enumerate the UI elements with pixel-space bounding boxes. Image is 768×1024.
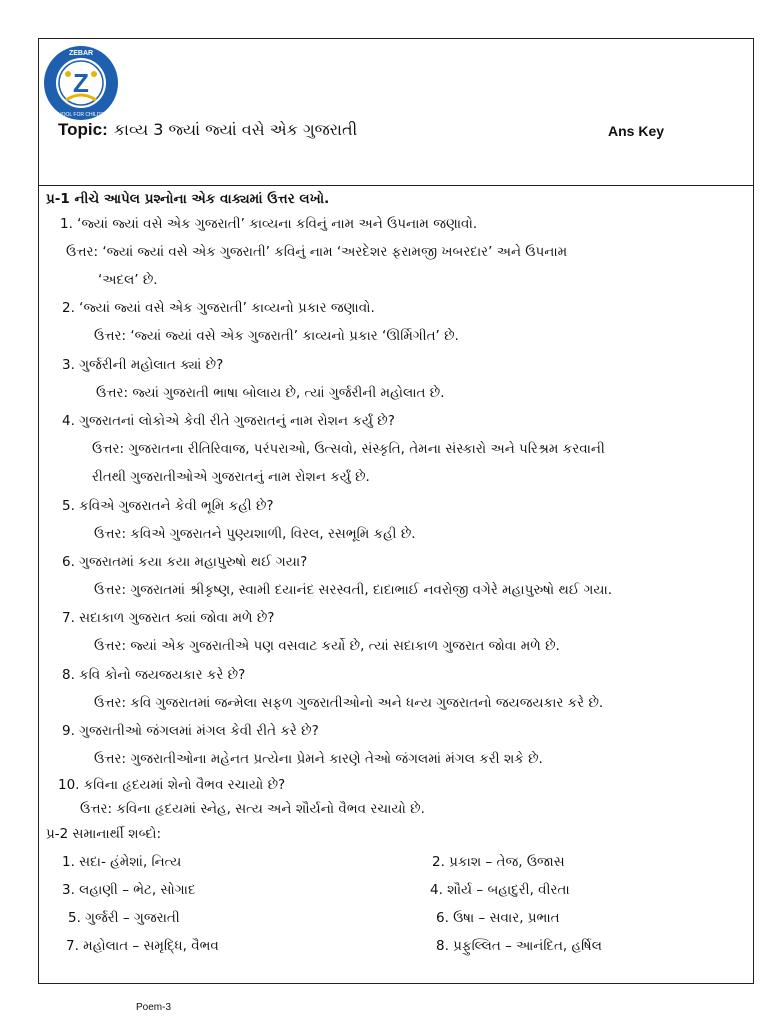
answer-5: ઉત્તર: કવિએ ગુજરાતને પુણ્યશાળી, વિરલ, રસભૂમિ કહી છે. — [94, 526, 416, 542]
topic-text: કાવ્ય 3 જ્યાં જ્યાં વસે એક ગુજરાતી — [113, 120, 358, 139]
logo-top-text: ZEBAR — [68, 50, 94, 57]
question-9: 9. ગુજરાતીઓ જંગલમાં મંગલ કેવી રીતે કરે છે? — [62, 723, 319, 739]
synonym-7: 7. મહોલાત – સમૃદ્ધિ, વૈભવ — [66, 938, 219, 954]
answer-6: ઉત્તર: ગુજરાતમાં શ્રીકૃષ્ણ, સ્વામી દયાનંદ સરસ્વતી, દાદાભાઈ નવરોજી વગેરે મહાપુરુષો થઈ ગયા. — [94, 582, 613, 598]
svg-text:Z: Z — [73, 68, 89, 98]
question-1: 1. ‘જ્યાં જ્યાં વસે એક ગુજરાતી’ કાવ્યના કવિનું નામ અને ઉપનામ જણાવો. — [60, 216, 478, 232]
answer-2: ઉત્તર: ‘જ્યાં જ્યાં વસે એક ગુજરાતી’ કાવ્યનો પ્રકાર ‘ઊર્મિગીત’ છે. — [94, 328, 459, 344]
synonym-4: 4. શૌર્ય – બહાદુરી, વીરતા — [430, 882, 570, 898]
question-2: 2. ‘જ્યાં જ્યાં વસે એક ગુજરાતી’ કાવ્યનો પ્રકાર જણાવો. — [62, 300, 375, 316]
synonym-8: 8. પ્રફુલ્લિત – આનંદિત, હર્ષિલ — [436, 938, 602, 954]
question-3: 3. ગુર્જરીની મહોલાત ક્યાં છે? — [62, 357, 224, 373]
synonym-1: 1. સદા- હંમેશાં, નિત્ય — [62, 854, 182, 870]
question-6: 6. ગુજરાતમાં કયા કયા મહાપુરુષો થઈ ગયા? — [62, 554, 308, 570]
question-5: 5. કવિએ ગુજરાતને કેવી ભૂમિ કહી છે? — [62, 498, 274, 514]
answer-4-line1: ઉત્તર: ગુજરાતના રીતિરિવાજ, પરંપરાઓ, ઉત્સવો, સંસ્કૃતિ, તેમના સંસ્કારો અને પરિશ્રમ કરવાની — [92, 441, 605, 457]
answer-1-line1: ઉત્તર: ‘જ્યાં જ્યાં વસે એક ગુજરાતી’ કવિનું નામ ‘અરદેશર ફરામજી ખબરદાર’ અને ઉપનામ — [66, 244, 568, 260]
answer-10: ઉત્તર: કવિના હૃદયમાં સ્નેહ, સત્ય અને શૌર્યનો વૈભવ રચાયો છે. — [80, 801, 425, 817]
question-7: 7. સદાકાળ ગુજરાત ક્યાં જોવા મળે છે? — [62, 610, 275, 626]
answer-8: ઉત્તર: કવિ ગુજરાતમાં જન્મેલા સફળ ગુજરાતીઓનો અને ધન્ય ગુજરાતનો જયજયકાર કરે છે. — [94, 695, 604, 711]
ans-key-label: Ans Key — [608, 123, 665, 139]
synonym-2: 2. પ્રકાશ – તેજ, ઉજાસ — [432, 854, 565, 870]
topic-heading — [58, 120, 357, 140]
synonym-3: 3. લહાણી – ભેટ, સોગાદ — [62, 882, 196, 898]
answer-3: ઉત્તર: જ્યાં ગુજરાતી ભાષા બોલાય છે, ત્યાં ગુર્જરીની મહોલાત છે. — [96, 385, 445, 401]
synonym-5: 5. ગુર્જરી – ગુજરાતી — [68, 910, 180, 926]
topic-label: Topic: — [58, 120, 108, 139]
question-8: 8. કવિ કોનો જયજયકાર કરે છે? — [62, 667, 246, 683]
answer-1-line2: ‘અદલ’ છે. — [98, 272, 158, 288]
header-box — [38, 38, 754, 186]
question-4: 4. ગુજરાતનાં લોકોએ કેવી રીતે ગુજરાતનું નામ રોશન કર્યું છે? — [62, 413, 395, 429]
footer-label: Poem-3 — [136, 1002, 172, 1013]
school-logo — [42, 44, 120, 122]
section2-title: પ્ર-2 સમાનાર્થી શબ્દો: — [46, 826, 162, 842]
answer-4-line2: રીતથી ગુજરાતીઓએ ગુજરાતનું નામ રોશન કર્યું છે. — [92, 469, 370, 485]
question-10: 10. કવિના હૃદયમાં શેનો વૈભવ રચાયો છે? — [58, 777, 286, 793]
section1-title: પ્ર-1 નીચે આપેલ પ્રશ્નોના એક વાક્યમાં ઉત્તર લખો. — [46, 191, 330, 207]
synonym-6: 6. ઉષા – સવાર, પ્રભાત — [436, 910, 560, 926]
answer-9: ઉત્તર: ગુજરાતીઓના મહેનત પ્રત્યેના પ્રેમને કારણે તેઓ જંગલમાં મંગલ કરી શકે છે. — [94, 751, 543, 767]
logo-bottom-text: SCHOOL FOR CHILDREN — [51, 112, 111, 118]
answer-7: ઉત્તર: જ્યાં એક ગુજરાતીએ પણ વસવાટ કર્યો છે, ત્યાં સદાકાળ ગુજરાત જોવા મળે છે. — [94, 638, 560, 654]
